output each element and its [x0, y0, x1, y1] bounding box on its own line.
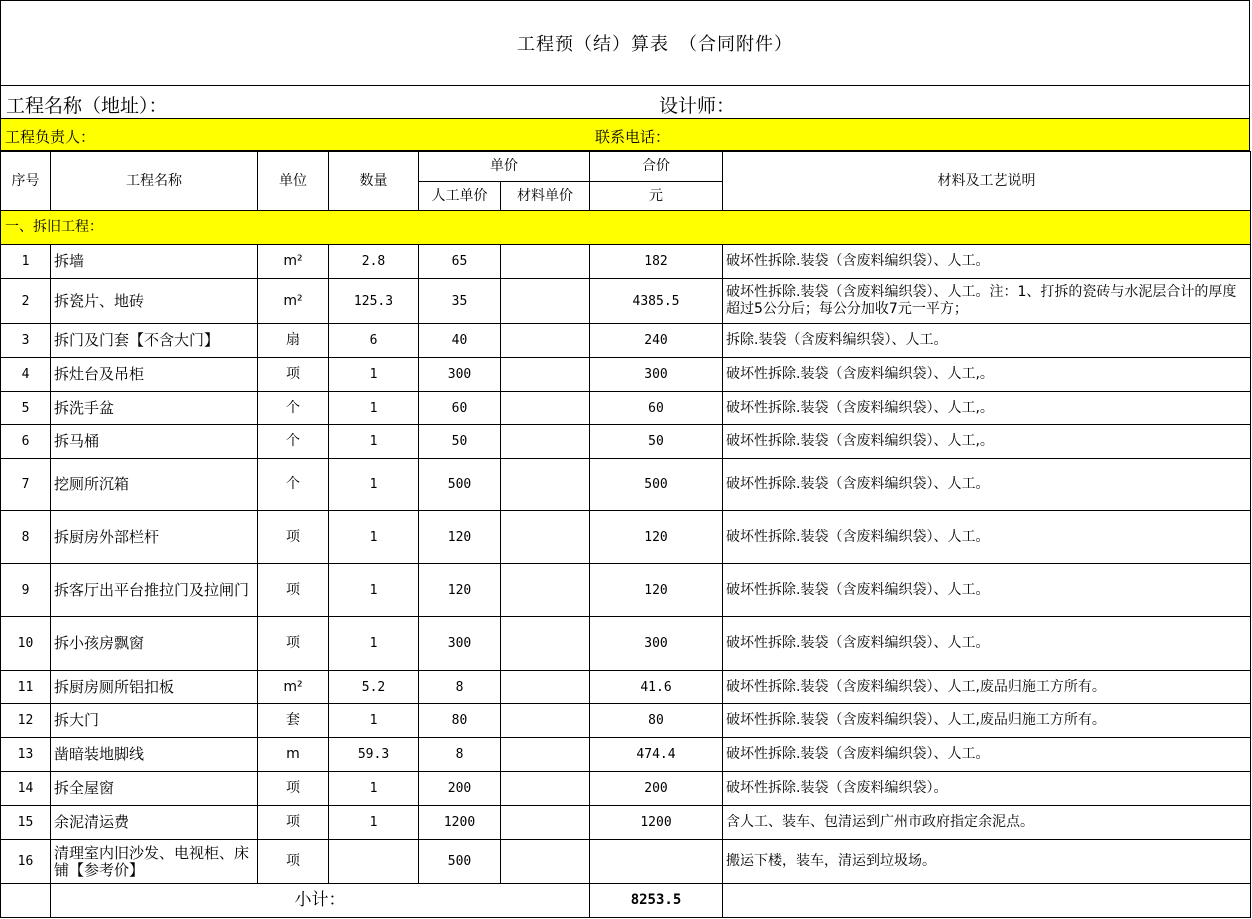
table-row [1, 772, 1251, 806]
row-total: 50 [590, 425, 723, 459]
header-labor-price: 人工单价 [419, 182, 501, 211]
contact-row [0, 119, 1250, 151]
table-row [1, 738, 1251, 772]
sheet-title: 工程预（结）算表 （合同附件） [517, 34, 793, 55]
header-total-unit: 元 [590, 182, 723, 211]
header-row-1 [1, 152, 1251, 182]
row-qty: 1 [329, 425, 419, 459]
row-total: 120 [590, 511, 723, 564]
row-labor-price: 35 [419, 279, 501, 324]
table-row [1, 617, 1251, 671]
row-desc: 破坏性拆除.装袋（含废料编织袋）、人工,废品归施工方所有。 [723, 704, 1251, 738]
row-labor-price: 60 [419, 392, 501, 425]
row-desc: 含人工、装车、包清运到广州市政府指定余泥点。 [723, 806, 1251, 840]
row-seq: 7 [1, 459, 51, 511]
row-seq: 13 [1, 738, 51, 772]
header-unit: 单位 [258, 152, 329, 211]
row-unit: 项 [258, 511, 329, 564]
table-row [1, 324, 1251, 358]
row-name: 拆小孩房飘窗 [51, 617, 258, 671]
row-labor-price: 120 [419, 511, 501, 564]
row-qty: 1 [329, 392, 419, 425]
row-unit: 项 [258, 358, 329, 392]
row-total: 200 [590, 772, 723, 806]
table-row [1, 358, 1251, 392]
header-total: 合价 [590, 152, 723, 182]
project-info-row [0, 85, 1250, 119]
row-seq: 10 [1, 617, 51, 671]
row-qty: 1 [329, 459, 419, 511]
row-total [590, 840, 723, 884]
row-labor-price: 500 [419, 840, 501, 884]
row-seq: 16 [1, 840, 51, 884]
budget-table [0, 151, 1251, 918]
row-total: 80 [590, 704, 723, 738]
row-qty: 125.3 [329, 279, 419, 324]
row-desc: 破坏性拆除.装袋（含废料编织袋）、人工,废品归施工方所有。 [723, 671, 1251, 704]
row-material-price [501, 279, 590, 324]
row-labor-price: 1200 [419, 806, 501, 840]
row-qty: 1 [329, 704, 419, 738]
designer-label: 设计师： [659, 95, 736, 117]
row-seq: 9 [1, 564, 51, 617]
row-seq: 3 [1, 324, 51, 358]
section-row [1, 211, 1251, 245]
table-row [1, 425, 1251, 459]
row-labor-price: 500 [419, 459, 501, 511]
row-name: 拆厨房厕所铝扣板 [51, 671, 258, 704]
row-unit: 个 [258, 392, 329, 425]
row-seq: 2 [1, 279, 51, 324]
row-name: 拆客厅出平台推拉门及拉闸门 [51, 564, 258, 617]
row-name: 拆大门 [51, 704, 258, 738]
row-material-price [501, 564, 590, 617]
row-qty: 59.3 [329, 738, 419, 772]
table-row [1, 840, 1251, 884]
table-row [1, 279, 1251, 324]
row-desc: 破坏性拆除.装袋（含废料编织袋）、人工。 [723, 738, 1251, 772]
row-qty [329, 840, 419, 884]
subtotal-desc-blank [723, 884, 1251, 918]
section-title: 一、拆旧工程： [1, 211, 1251, 245]
row-material-price [501, 392, 590, 425]
row-labor-price: 65 [419, 245, 501, 279]
row-desc: 破坏性拆除.装袋（含废料编织袋）、人工。 [723, 617, 1251, 671]
header-desc: 材料及工艺说明 [723, 152, 1251, 211]
row-labor-price: 200 [419, 772, 501, 806]
row-total: 300 [590, 358, 723, 392]
row-material-price [501, 617, 590, 671]
row-desc: 破坏性拆除.装袋（含废料编织袋）。 [723, 772, 1251, 806]
row-desc: 搬运下楼，装车，清运到垃圾场。 [723, 840, 1251, 884]
row-unit: 项 [258, 806, 329, 840]
header-qty: 数量 [329, 152, 419, 211]
header-material-price: 材料单价 [501, 182, 590, 211]
row-name: 拆瓷片、地砖 [51, 279, 258, 324]
row-unit: 扇 [258, 324, 329, 358]
table-row [1, 392, 1251, 425]
phone-label: 联系电话： [595, 128, 671, 146]
row-material-price [501, 511, 590, 564]
row-labor-price: 80 [419, 704, 501, 738]
row-labor-price: 300 [419, 358, 501, 392]
row-total: 500 [590, 459, 723, 511]
row-unit: 项 [258, 840, 329, 884]
row-material-price [501, 704, 590, 738]
row-total: 1200 [590, 806, 723, 840]
row-material-price [501, 358, 590, 392]
row-material-price [501, 806, 590, 840]
row-desc: 破坏性拆除.装袋（含废料编织袋）、人工,。 [723, 358, 1251, 392]
row-labor-price: 40 [419, 324, 501, 358]
subtotal-blank [1, 884, 51, 918]
row-seq: 12 [1, 704, 51, 738]
row-name: 余泥清运费 [51, 806, 258, 840]
row-labor-price: 50 [419, 425, 501, 459]
row-labor-price: 8 [419, 738, 501, 772]
row-name: 拆墙 [51, 245, 258, 279]
row-qty: 1 [329, 358, 419, 392]
row-desc: 拆除.装袋（含废料编织袋）、人工。 [723, 324, 1251, 358]
row-unit: 套 [258, 704, 329, 738]
row-desc: 破坏性拆除.装袋（含废料编织袋）、人工,。 [723, 425, 1251, 459]
row-total: 474.4 [590, 738, 723, 772]
row-desc: 破坏性拆除.装袋（含废料编织袋）、人工。 [723, 245, 1251, 279]
table-row [1, 564, 1251, 617]
row-labor-price: 300 [419, 617, 501, 671]
row-qty: 2.8 [329, 245, 419, 279]
manager-label: 工程负责人： [5, 128, 96, 146]
table-row [1, 806, 1251, 840]
row-qty: 6 [329, 324, 419, 358]
row-material-price [501, 459, 590, 511]
row-unit: 项 [258, 564, 329, 617]
table-row [1, 511, 1251, 564]
subtotal-row [1, 884, 1251, 918]
row-unit: 项 [258, 617, 329, 671]
table-row [1, 671, 1251, 704]
row-seq: 15 [1, 806, 51, 840]
row-qty: 1 [329, 511, 419, 564]
row-desc: 破坏性拆除.装袋（含废料编织袋）、人工,。 [723, 392, 1251, 425]
row-unit: m² [258, 671, 329, 704]
row-unit: m² [258, 245, 329, 279]
row-name: 拆厨房外部栏杆 [51, 511, 258, 564]
subtotal-value: 8253.5 [590, 884, 723, 918]
row-desc: 破坏性拆除.装袋（含废料编织袋）、人工。 [723, 564, 1251, 617]
row-name: 拆马桶 [51, 425, 258, 459]
row-name: 拆门及门套【不含大门】 [51, 324, 258, 358]
row-seq: 5 [1, 392, 51, 425]
row-desc: 破坏性拆除.装袋（含废料编织袋）、人工。 [723, 511, 1251, 564]
sheet-title-row [0, 0, 1250, 85]
row-total: 182 [590, 245, 723, 279]
row-material-price [501, 245, 590, 279]
row-labor-price: 120 [419, 564, 501, 617]
row-name: 凿暗装地脚线 [51, 738, 258, 772]
header-unit-price: 单价 [419, 152, 590, 182]
row-name: 拆洗手盆 [51, 392, 258, 425]
row-seq: 1 [1, 245, 51, 279]
row-qty: 1 [329, 806, 419, 840]
table-row [1, 704, 1251, 738]
row-total: 4385.5 [590, 279, 723, 324]
row-qty: 1 [329, 772, 419, 806]
row-seq: 8 [1, 511, 51, 564]
row-total: 300 [590, 617, 723, 671]
row-material-price [501, 840, 590, 884]
row-total: 120 [590, 564, 723, 617]
row-total: 41.6 [590, 671, 723, 704]
row-seq: 6 [1, 425, 51, 459]
row-material-price [501, 772, 590, 806]
table-row [1, 459, 1251, 511]
row-name: 挖厕所沉箱 [51, 459, 258, 511]
row-labor-price: 8 [419, 671, 501, 704]
row-unit: 个 [258, 425, 329, 459]
row-material-price [501, 425, 590, 459]
row-qty: 1 [329, 564, 419, 617]
row-seq: 11 [1, 671, 51, 704]
row-unit: 个 [258, 459, 329, 511]
row-qty: 1 [329, 617, 419, 671]
header-seq: 序号 [1, 152, 51, 211]
row-name: 拆灶台及吊柜 [51, 358, 258, 392]
row-name: 拆全屋窗 [51, 772, 258, 806]
row-total: 240 [590, 324, 723, 358]
row-total: 60 [590, 392, 723, 425]
row-unit: m² [258, 279, 329, 324]
row-desc: 破坏性拆除.装袋（含废料编织袋）、人工。注：1、打拆的瓷砖与水泥层合计的厚度超过5公分后；每公分加收7元一平方； [723, 279, 1251, 324]
row-material-price [501, 324, 590, 358]
row-qty: 5.2 [329, 671, 419, 704]
row-material-price [501, 738, 590, 772]
project-name-label: 工程名称（地址）： [6, 95, 168, 117]
header-name: 工程名称 [51, 152, 258, 211]
row-unit: m [258, 738, 329, 772]
row-seq: 14 [1, 772, 51, 806]
row-seq: 4 [1, 358, 51, 392]
row-desc: 破坏性拆除.装袋（含废料编织袋）、人工。 [723, 459, 1251, 511]
row-material-price [501, 671, 590, 704]
row-name: 清理室内旧沙发、电视柜、床铺【参考价】 [51, 840, 258, 884]
table-row [1, 245, 1251, 279]
subtotal-label: 小计： [51, 884, 590, 918]
row-unit: 项 [258, 772, 329, 806]
